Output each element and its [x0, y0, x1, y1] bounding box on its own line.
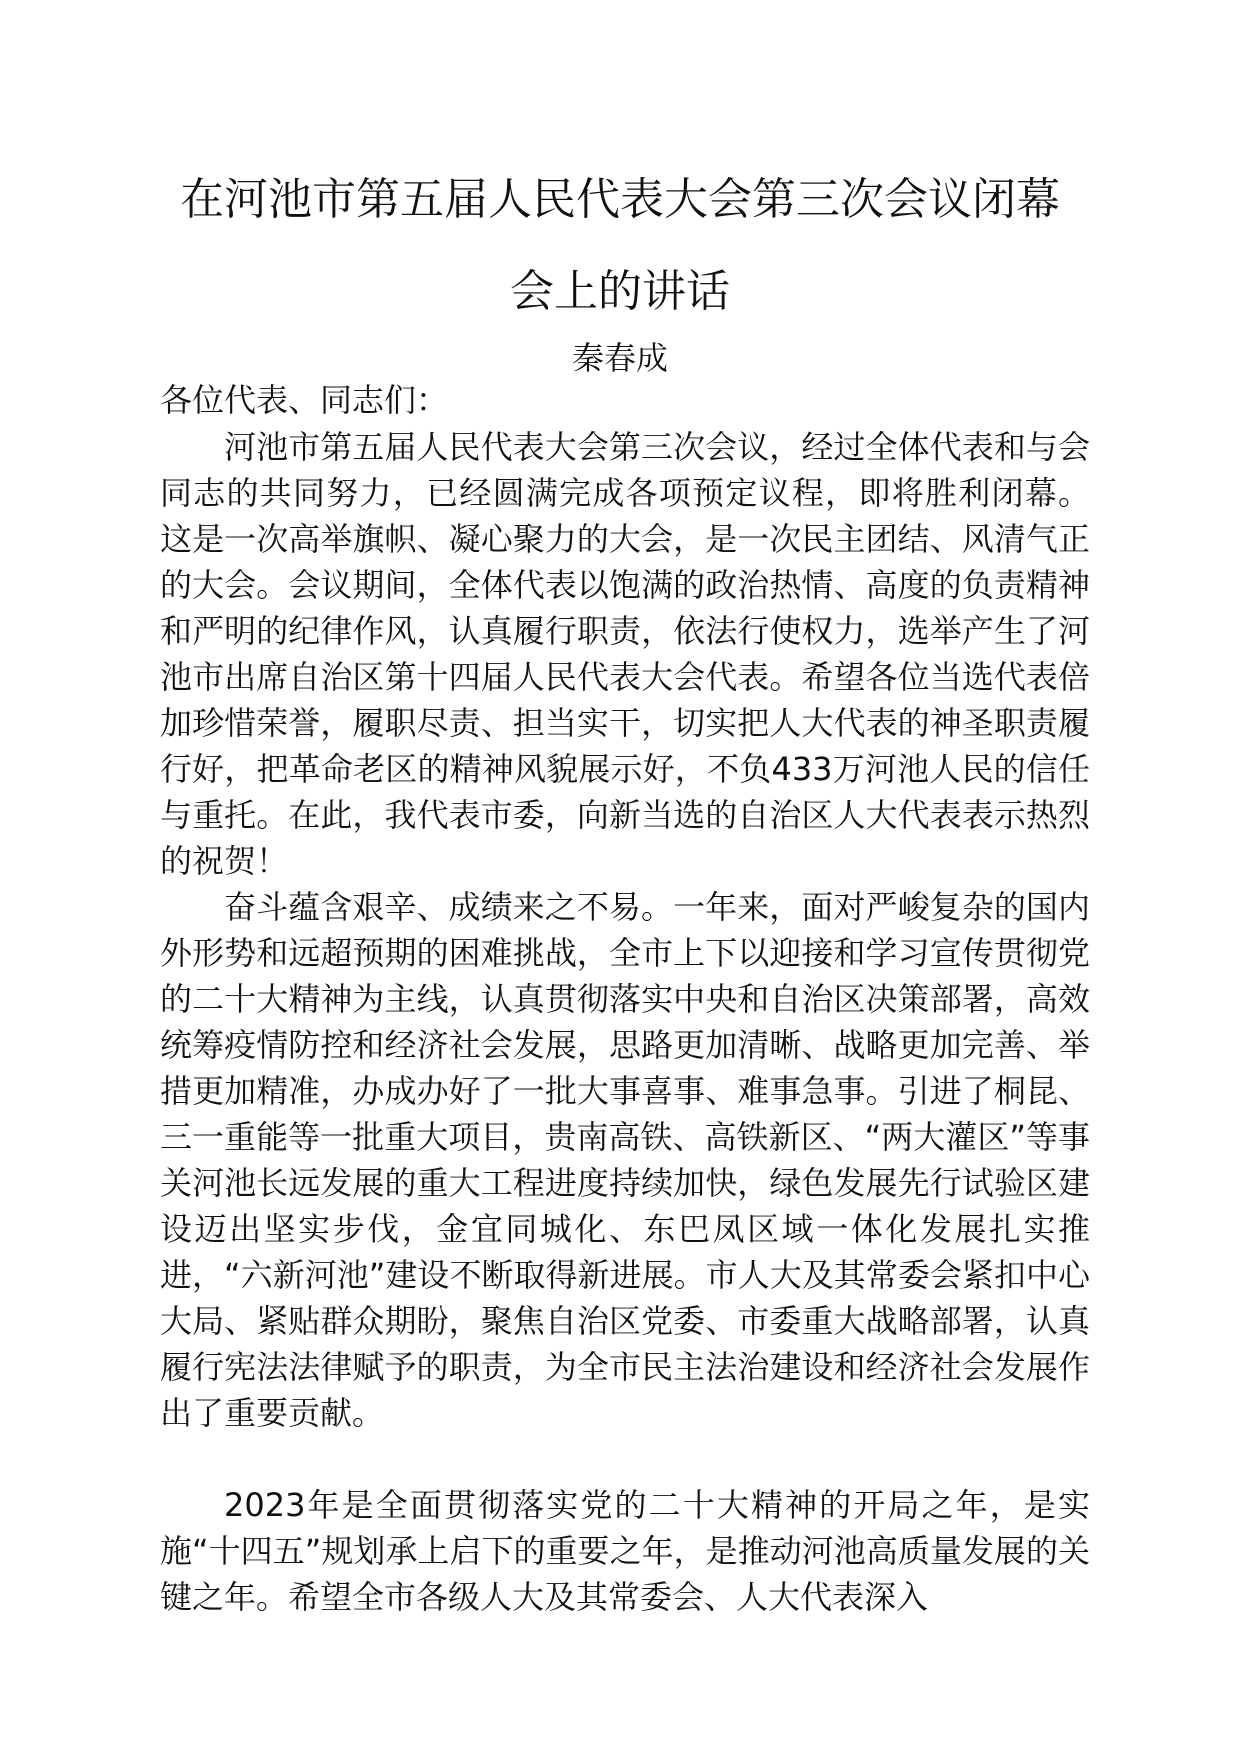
- document-title-line-2: 会上的讲话: [510, 266, 730, 317]
- author-name: 秦春成: [571, 339, 668, 377]
- speech-body: [160, 424, 1090, 1620]
- paragraph-1: 河池市第五届人民代表大会第三次会议，经过全体代表和与会同志的共同努力，已经圆满完成各项预定议程，即将胜利闭幕。 这是一次高举旗帜、凝心聚力的大会，是一次民主团结、风清气正的大会。会议期间，全体代表以饱满的政治热情、高度的负责精神和严明的纪律作风，认真履行职责，依法行使权力，选举产生了河池市出席自治区第十四届人民代表大会代表。希望各位当选代表倍加珍惜荣誉，履职尽责、担当实干，切实把人大代表的神圣职责履行好，把革命老区的精神风貌展示好，不负433万河池人民的信任与重托。在此，我代表市委，向新当选的自治区人大代表表示热烈的祝贺！: [160, 428, 1090, 880]
- paragraph-2: 奋斗蕴含艰辛、成绩来之不易。一年来，面对严峻复杂的国内外形势和远超预期的困难挑战，全市上下以迎接和学习宣传贯彻党的二十大精神为主线，认真贯彻落实中央和自治区决策部署，高效统筹疫情防控和经济社会发展，思路更加清晰、战略更加完善、举措更加精准，办成办好了一批大事喜事、难事急事。引进了桐昆、三一重能等一批重大项目，贵南高铁、高铁新区、“两大灌区”等事关河池长远发展的重大工程进度持续加快，绿色发展先行试验区建设迈出坚实步伐，金宜同城化、东巴凤区域一体化发展扎实推进，“六新河池”建设不断取得新进展。市人大及其常委会紧扣中心大局、紧贴群众期盼，聚焦自治区党委、市委重大战略部署，认真履行宪法法律赋予的职责，为全市民主法治建设和经济社会发展作出了重要贡献。: [160, 888, 1090, 1432]
- salutation: 各位代表、同志们：: [160, 381, 449, 419]
- document-title-line-1: 在河池市第五届人民代表大会第三次会议闭幕: [180, 174, 1060, 225]
- paragraph-3: 2023年是全面贯彻落实党的二十大精神的开局之年，是实施“十四五”规划承上启下的重要之年，是推动河池高质量发展的关键之年。希望全市各级人大及其常委会、人大代表深入: [160, 1486, 1090, 1616]
